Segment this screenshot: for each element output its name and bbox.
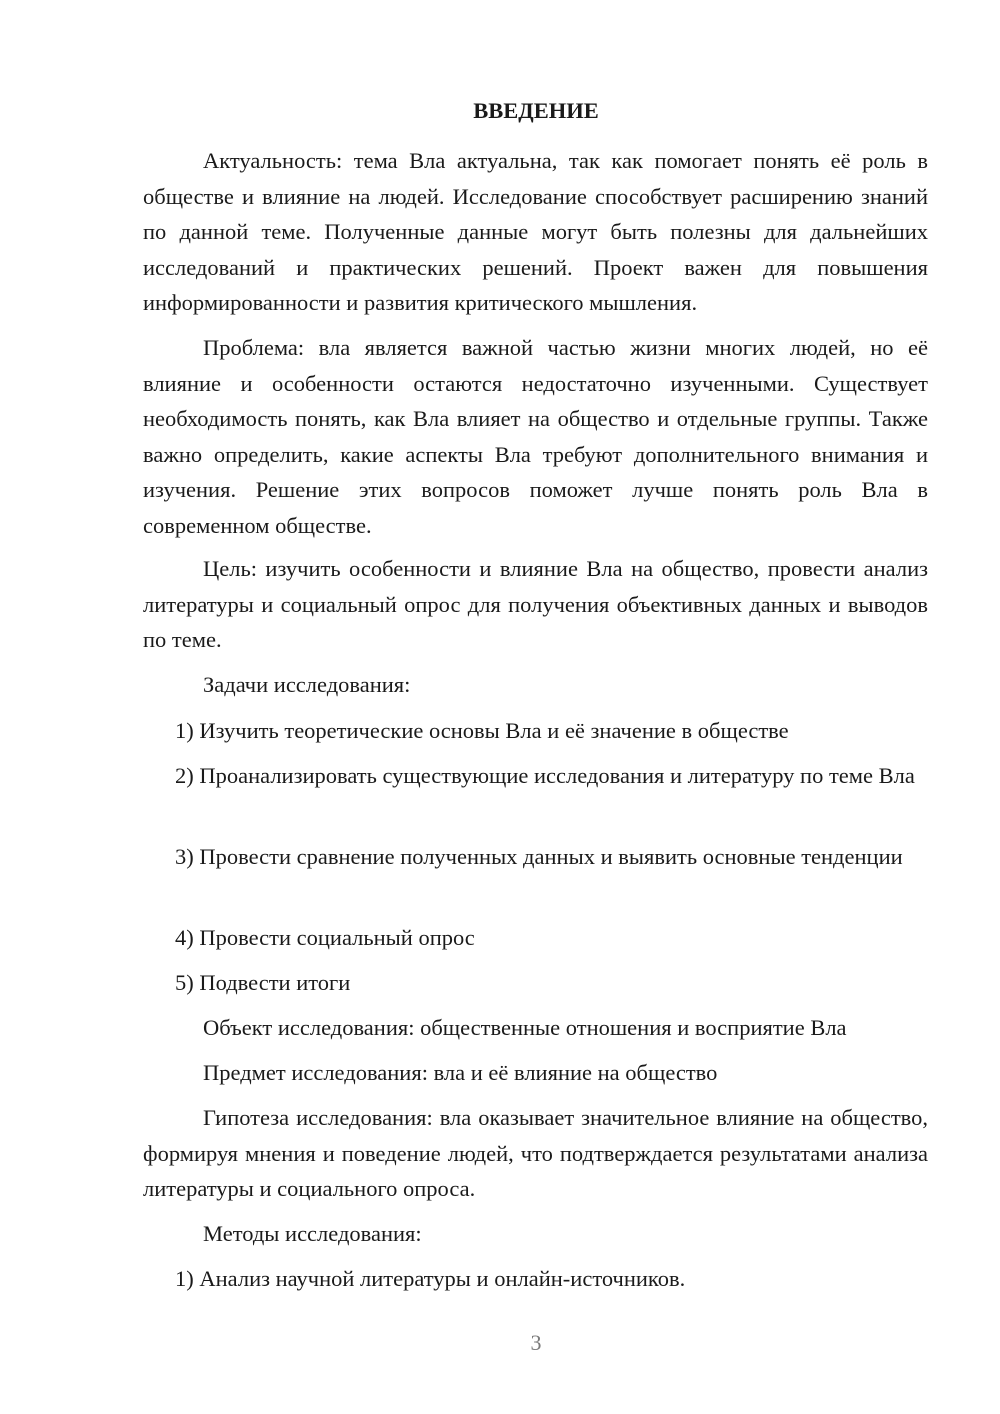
task-item-5: 5) Подвести итоги: [175, 970, 351, 995]
page-number: 3: [530, 1330, 542, 1355]
task-item-4: 4) Провести социальный опрос: [175, 925, 475, 950]
subject-paragraph: Предмет исследования: вла и её влияние на общество: [203, 1060, 718, 1085]
page-heading: ВВЕДЕНИЕ: [473, 98, 599, 123]
relevance-paragraph: Актуальность: тема Вла актуальна, так как помогает понять её роль в обществе и влияние на людей. Исследование способствует расширению знаний по данной теме. Полученные данные могут быть полезны для дальнейших исследований и практических решений. Проект важен для повышения информированности и развития критического мышления.: [143, 148, 928, 315]
methods-title: Методы исследования:: [203, 1221, 422, 1246]
task-item-3: 3) Провести сравнение полученных данных и выявить основные тенденции: [175, 844, 903, 869]
hypothesis-paragraph: Гипотеза исследования: вла оказывает значительное влияние на общество, формируя мнения и поведение людей, что подтверждается результатами анализа литературы и социального опроса.: [143, 1105, 928, 1201]
task-item-2: 2) Проанализировать существующие исследования и литературу по теме Вла: [175, 763, 915, 788]
goal-paragraph: Цель: изучить особенности и влияние Вла на общество, провести анализ литературы и социальный опрос для получения объективных данных и выводов по теме.: [143, 556, 928, 652]
tasks-title: Задачи исследования:: [203, 672, 411, 697]
object-paragraph: Объект исследования: общественные отношения и восприятие Вла: [203, 1015, 847, 1040]
task-item-1: 1) Изучить теоретические основы Вла и её значение в обществе: [175, 718, 789, 743]
method-item-1: 1) Анализ научной литературы и онлайн-источников.: [175, 1266, 686, 1291]
problem-paragraph: Проблема: вла является важной частью жизни многих людей, но её влияние и особенности остаются недостаточно изученными. Существует необходимость понять, как Вла влияет на общество и отдельные группы. Также важно определить, какие аспекты Вла требуют дополнительного внимания и изучения. Решение этих вопросов поможет лучше понять роль Вла в современном обществе.: [143, 335, 928, 538]
